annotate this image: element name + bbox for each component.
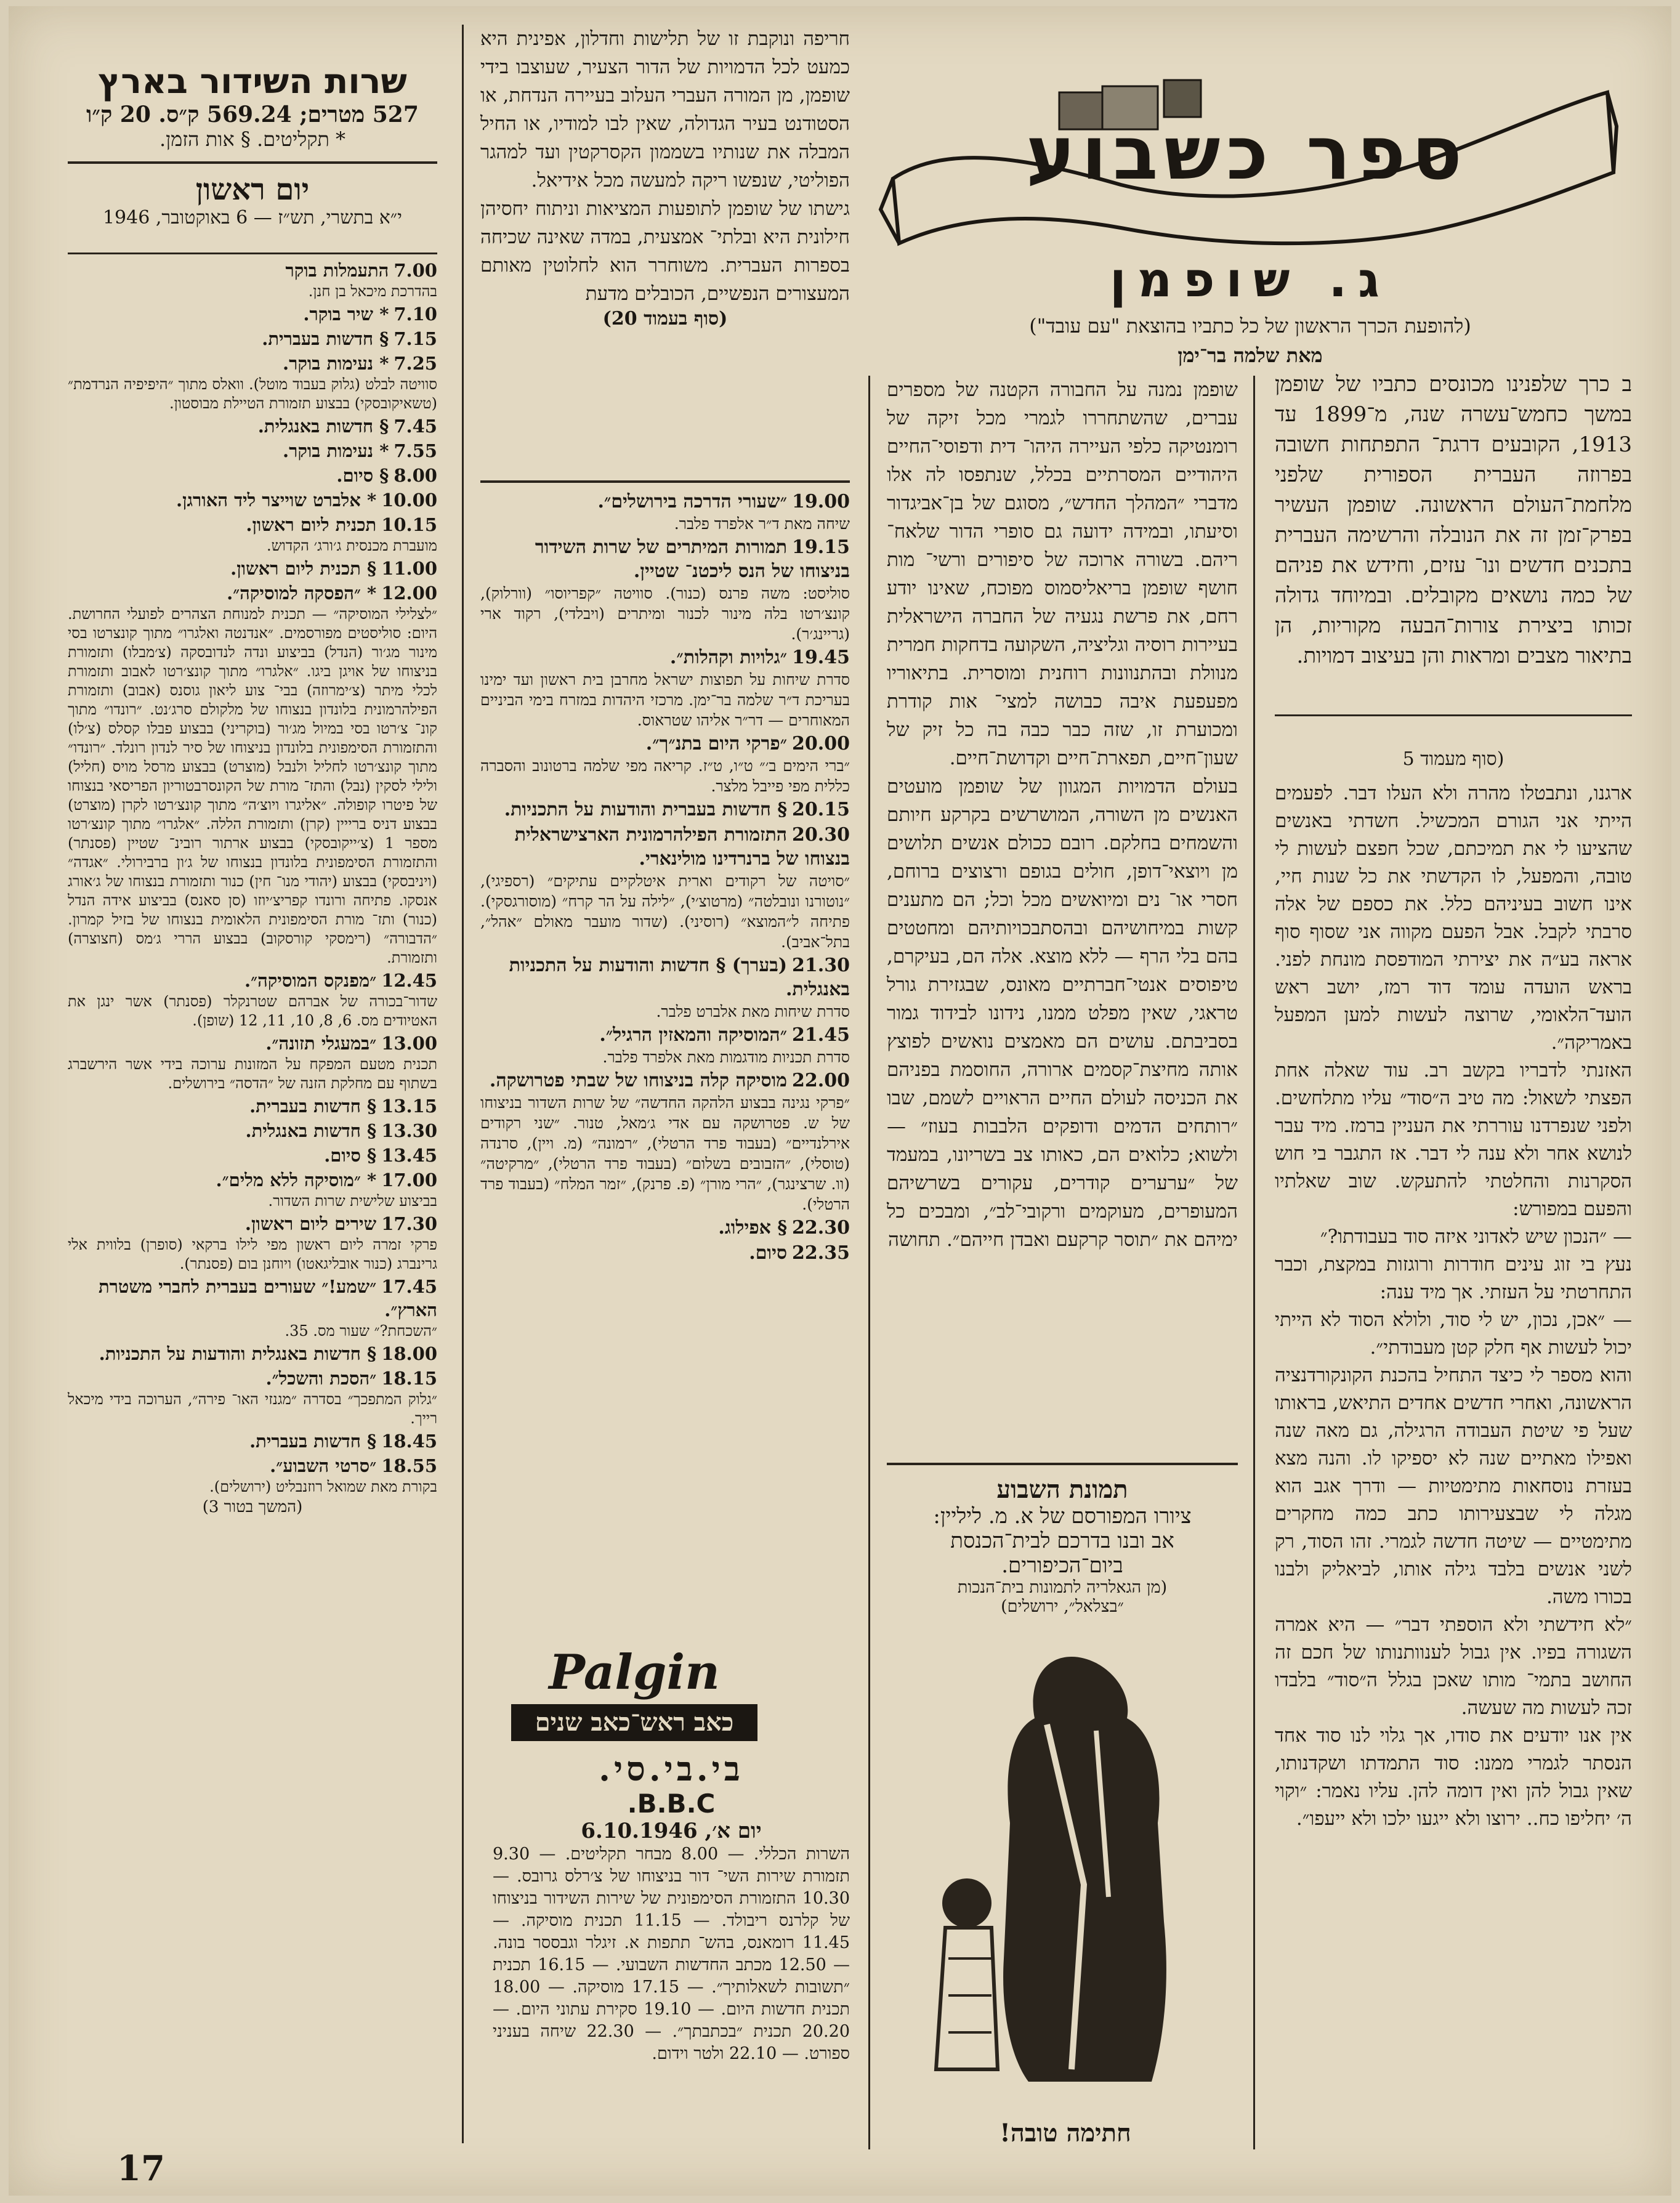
schedule-time: 13.30 — [381, 1120, 437, 1141]
schedule-item — [68, 302, 437, 326]
schedule-description: בהדרכת מיכאל בן חנן. — [308, 283, 437, 300]
schedule-program: * אלברט שוייצר ליד האורגן. — [176, 490, 377, 511]
divider — [480, 480, 850, 483]
article-paragraph: — ״אכן, נכון, יש לי סוד, ולולא הסוד לא הייתי יכול לעשות אף חלק קטן מעבודתי״. — [1275, 1309, 1632, 1359]
schedule-program: * שיר בוקר. — [303, 304, 389, 325]
schedule-time: 18.15 — [381, 1368, 437, 1389]
schedule-description: בביצוע שלישית שרות השדור. — [268, 1192, 437, 1210]
picture-caption — [887, 1475, 1238, 1616]
page-number: 17 — [117, 2148, 165, 2189]
article-paragraph: אין אנו יודעים את סודו, אך גלוי לנו סוד אחד הנסתר לגמרי ממנו: סוד התמדתו ושקדנותו, שאין גבול להן ואין דומה להן. עליו נאמר: ״וקוי ה׳ יחליפו כח.. ירוצו ולא ייגעו ילכו ולא ייעפו״. — [1275, 1724, 1632, 1830]
schedule-item — [68, 513, 437, 556]
article-column-1-continued — [1275, 748, 1632, 1833]
schedule-time: 20.30 — [792, 824, 850, 846]
schedule-item — [68, 1275, 437, 1341]
schedule-time: 7.00 — [394, 260, 437, 281]
schedule-program: התזמורת הפילהרמונית הארצישראלית בנצוחו של ברנרדינו מולינארי. — [514, 824, 850, 870]
bbc-title-he: בי.בי.סי. — [599, 1749, 744, 1789]
bbc-schedule — [493, 1749, 850, 2065]
schedule-program: (בערך) § חדשות והודעות על התכניות באנגלית. — [509, 955, 850, 1000]
schedule-program: ״שעורי הדרכה בירושלים״. — [597, 491, 788, 512]
article-source-note: (סוף מעמוד 5 — [1402, 748, 1504, 770]
schedule-time: 7.25 — [394, 353, 437, 374]
schedule-program: § חדשות בעברית. — [249, 1096, 377, 1117]
article-subhead: (להופעת הכרך הראשון של כל כתביו בהוצאת "עם עובד") — [1029, 314, 1471, 338]
article-paragraph: בעולם הדמויות המגוון של שופמן מועטים האנשים מן השורה, המושרשים בקרקע חיותם והשמחים בחלקם. רובם ככולם אנשים תלושים מן ויוצאי־דופן, חולים בגופם ורצוצים ברוחם, חסרי או־ נים ומיואשים מכל וכל; הם מתענים קשות במיחושיהם ובהסתבכויותיהם ומחטטים בהם בלי הרף — ללא מוצא. אלה הם, בעיקרם, טיפוסים אנטי־חברתיים מאונס, שבגזירת גורל טראגי, שאין מפלט ממנו, נידונו לבידוד גמור בסביבתם. עושים הם מאמצים נואשים לפוצץ אותה מחיצת־קסמים ארורה, החוסמת בפניהם את הכניסה לעולם החיים הראויים לשמם, שבו ״רותחים הדמים ודופקים הלבבות בעוז״ — ולשוא; כלואים הם, כאותו צב בשריונו, במעמד של ״ערערים קודרים, עקורים בשרשיהם המעופרים, מעוקמים ורקובי־לב״, ומבכים כל ימיהם את ״תוסר קרקעם ואבדן חייהם״. תחושה — [887, 775, 1238, 1251]
schedule-description: מועברת מכנסית ג׳ורג׳ הקדוש. — [267, 537, 437, 554]
schedule-item — [68, 1168, 437, 1211]
schedule-time: 18.55 — [381, 1455, 437, 1476]
schedule-time: 20.00 — [792, 733, 850, 754]
schedule-description: ״סויטה של רקודים וארית איטלקיים עתיקים״ (רספיגי), ״נוטורנו ונובלטה״ (מרטוצ׳י), ״לילה על הר קרח״ (מוסורגסקי). פתיחה ל״המוצא״ (רוסיני). (שדור מועבר מאולם ״אהל״, בתל־אביב). — [480, 872, 850, 951]
article-paragraph: — ״הנכון שיש לאדוני איזה סוד בעבודתו?״ — [1320, 1226, 1632, 1248]
schedule-program: תמורות המיתרים של שרות השידור בניצוחו של הנס ליכטנ־ שטיין. — [535, 536, 850, 582]
schedule-item — [68, 1429, 437, 1453]
schedule-item — [480, 645, 850, 730]
schedule-time: 17.30 — [381, 1213, 437, 1234]
schedule-continued-note: (המשך בטור 3) — [202, 1498, 303, 1516]
schedule-time: 13.15 — [381, 1096, 437, 1117]
article-paragraph: נעץ בי זוג עינים חודרות ורוגזות במקצת, וכבר התחרטתי על העזתי. אך מיד ענה: — [1275, 1253, 1632, 1303]
schedule-day-header — [68, 172, 437, 228]
schedule-description: ״לצלילי המוסיקה״ — תכנית למנוחת הצהרים לפועלי החרושת. היום: סוליסטים מפורסמים. ״אנדנטה ואלגרו״ מתוך קונצרטו בסי מינור מג׳ור (הנדל) בביצוע ונדה לנדובסקה (צ׳מבלו) ותזמורת בניצוחו של אויגן ביגו. ״אלגרו״ מתוך קונצ׳רטו לאבוב ותזמורת לכלי מיתר (צ׳ימרוזה) בבי־ צוע ליאון גוסנס (אבוב) ותזמורת הפילהרמונית בלונדון בנצוחו של מלקולם סרג׳נט. ״רונדו״ מתוך קונ־ צ׳רטו בסי במיול מג׳ור (בוקריני) בבצוע פבלו קסלס (צ׳לו) והתזמורת הסימפונית בלונדון בניצוחו של סיר לנדון רונלד. ״רונדו״ מתוך קונצ׳רטו לחליל ולנבל (מוצרט) בבצוע מרסל מויס (חליל) ולילי לסקין (נבל) והתז־ מורת של הקונסרבטוריון הפריסאי בנצוחו של פיטרו קופולה. ״אליגרו ויוצ׳ה״ מתוך קונצ׳רטו לקרן (מוצרט) בבצוע דניס ברייין (קרן) ותזמורת הללה. ״אלגרו״ מתוך קונצ׳רטו מספר 1 (צ׳ייקובסקי) בבצוע ארתור רובינ־ שטיין (פסנתר) והתזמורת הסימפונית בלונדון בנצוחו של ג׳ון ברבירולי. ״אגדה״ (ויניבסקי) בבצוע (יהודי מנו־ חין) כנור ותזמורת בנצוחו של ג׳אורג אנסקו. פתיחה ורונדו קפריצ׳יוזו (סן סאנס) בביצוע אידה הנדל (כנור) ותז־ מורת הסימפונית הלאומית בנצוחו של בזיל קמרון. ״הדבורה״ (רימסקי קורסקוב) בבצוע הררי ג׳מס (חצוצרה) ותזמורת. — [68, 605, 438, 966]
schedule-item — [480, 732, 850, 796]
schedule-program: מוסיקה קלה בניצוחו של שבתי פטרושקה. — [489, 1070, 788, 1091]
schedule-time: 21.45 — [792, 1024, 850, 1046]
schedule-description: שדור־בכורה של אברהם שטרנקלר (פסנתר) אשר ינגן את האטיודים מס. 6, 8, 10, 11, 12 (שופן). — [68, 993, 437, 1029]
schedule-time: 7.10 — [394, 304, 437, 325]
schedule-time: 17.45 — [381, 1276, 437, 1297]
schedule-item — [68, 1119, 437, 1142]
schedule-time: 22.00 — [792, 1070, 850, 1091]
schedule-program: ״הסכת והשכל״. — [265, 1368, 377, 1389]
schedule-frequency: 527 מטרים; 569.24 ק״ס. 20 ק״ו — [86, 102, 419, 127]
schedule-program: * נעימות בוקר. — [283, 353, 389, 374]
schedule-program: שירים ליום ראשון. — [244, 1213, 377, 1234]
schedule-item — [480, 953, 850, 1022]
schedule-description: תכנית מטעם המפקח על המזונות ערוכה בידי אשר הירשברג בשתוף עם מחלקת הזנה של ״הדסה״ בירושלים. — [68, 1056, 437, 1092]
article-paragraph: והוא מספר לי כיצד התחיל בהכנת הקונקורדנציה הראשונה, ואחרי חדשים אחדים התיאש, בראותו שעל פי שיטת העבודה הרגילה, גם מאה שנה ואפילו מאתיים שנה לא יספיקו לו. והנה מצא בעזרת נוסחאות מתימטיות — ודרך אגב הוא מגלה לי שבצעירותו כתב כמה מחקרים מתימטיים — שיטה חדשה לגמרי. זהו הסוד, רק לשני אנשים בלבד גילה אותו, לביאליק ולבנו בכורו משה. — [1275, 1364, 1632, 1608]
schedule-item — [480, 1241, 850, 1265]
column-rule — [462, 25, 464, 2143]
schedule-item — [68, 327, 437, 350]
picture-caption-title: תמונת השבוע — [996, 1475, 1128, 1504]
divider — [1275, 714, 1632, 716]
divider — [887, 1463, 1238, 1465]
schedule-description: סדרת שיחות מאת אלברט פלבר. — [656, 1003, 850, 1021]
schedule-item — [68, 1212, 437, 1274]
schedule-time: 22.30 — [792, 1217, 850, 1239]
schedule-time: 10.15 — [381, 514, 437, 535]
schedule-program: ״במעגלי תזונה״. — [265, 1033, 377, 1054]
schedule-program: § סיום. — [336, 465, 389, 486]
schedule-time: 10.00 — [381, 490, 437, 511]
bbc-title-en: B.B.C. — [627, 1789, 716, 1819]
article-paragraph: ב כרך שלפנינו מכונסים כתביו של שופמן במשך כחמש־עשרה שנה, מ־1899 עד 1913, הקובעים דרגת־ התפתחות חשובה בפרוזה העברית הספורית שלפני מלחמת־העולם הראשונה. שופמן העשיר בפרק־זמן זה את הנובלה והרשימה העברית בתכנים חדשים ונו־ עזים, וחידש את פניהם של כמה נושאים מקובלים. ובמיוחד גדולה זכותו ביצירת צורות־הבעה מקוריות, הן בתיאור מצבים ומראות והן בעיצוב דמויות. — [1275, 372, 1633, 668]
schedule-legend: * תקליטים. § אות הזמן. — [159, 127, 346, 151]
schedule-item — [68, 439, 437, 463]
picture-caption-line: ציורו המפורסם של א. מ. ליליין: — [933, 1504, 1192, 1529]
schedule-item — [480, 1023, 850, 1067]
schedule-item — [68, 1454, 437, 1497]
schedule-item — [480, 823, 850, 952]
schedule-program: תכנית ליום ראשון. — [246, 514, 377, 535]
schedule-time: 19.45 — [792, 647, 850, 668]
bbc-date: יום א׳, 6.10.1946 — [581, 1819, 762, 1843]
article-column-3 — [480, 25, 850, 329]
schedule-item — [68, 1144, 437, 1167]
schedule-time: 7.45 — [394, 416, 437, 437]
schedule-time: 8.00 — [394, 465, 437, 486]
schedule-program: ״סרטי השבוע״. — [270, 1455, 377, 1476]
schedule-item — [68, 1094, 437, 1118]
schedule-header — [68, 62, 437, 151]
article-paragraph: שופמן נמנה על החבורה הקטנה של מספרים עברים, שהשתחררו לגמרי מכל זיקה של רומנטיקה כלפי העיירה היהו־ דית ודפוסי־החיים היהודיים המסרתיים בכלל, שנתפסו לה אלו מדברי ״המהלך החדש״, מסוגם של בן־אביגדור וסיעתו, ובמידה ידועה גם סופרי הדור שלאח־ ריהם. בשורה ארוכה של סיפורים ורשי־ מות חושף שופמן בריאליסמוס מפוכח, שאינו יודע רחם, את פרשת נגעיה של החברה הישראלית בעיירות רוסיה וגליציה, השקועה בדחקות חמרית מנוולת ובהתנוונות רוחנית ומוסרית. בתיאוריו מפעפעת איבה כבושה למצי־ אות קודרת ומכוערת זו, שזה כבר כבה בה כל זיק של שעון־חיים, תפארת־חיים וקדושת־חיים. — [887, 379, 1238, 769]
schedule-day: יום ראשון — [195, 172, 310, 207]
schedule-description: ״ברי הימים ב׳״ ט״ו, ט״ז. קריאה מפי שלמה ברטונוב והסברה כללית מפי פייבל מלצר. — [480, 757, 850, 795]
schedule-program: § חדשות בעברית. — [249, 1431, 377, 1452]
schedule-item — [68, 557, 437, 580]
schedule-item — [480, 1216, 850, 1240]
article-byline: מאת שלמה בר־ימן — [1177, 344, 1323, 367]
schedule-time: 13.00 — [381, 1033, 437, 1054]
father-and-son-image-icon — [887, 1638, 1232, 2106]
schedule-date: י״א בתשרי, תש״ז — 6 באוקטובר, 1946 — [102, 207, 403, 228]
schedule-item — [68, 1032, 437, 1093]
ad-brand: Palgin — [549, 1644, 720, 1700]
schedule-time: 19.00 — [792, 491, 850, 512]
picture-credit: (מן הגאלריה לתמונות בית־הנכות — [957, 1578, 1168, 1597]
schedule-item — [68, 1367, 437, 1428]
schedule-program: § חדשות באנגלית. — [257, 416, 389, 437]
picture-caption-line: ביום־הכיפורים. — [1001, 1553, 1123, 1578]
schedule-program: * ״מוסיקה ללא מלים״. — [216, 1170, 377, 1190]
article-column-1 — [1275, 370, 1632, 671]
schedule-item — [68, 488, 437, 512]
schedule-description: סוויטה לבלט (גלוק בעבוד מוטל). וואלס מתוך ״היפיפיה הנרדמת״ (טשאיקובסקי) בבצוע תזמורת הטיילת מבוסטון. — [68, 376, 437, 412]
article-column-2 — [887, 376, 1238, 1254]
schedule-time: 17.00 — [381, 1170, 437, 1190]
schedule-time: 12.00 — [381, 583, 437, 604]
schedule-item — [480, 798, 850, 822]
schedule-item — [68, 581, 437, 968]
schedule-time: 22.35 — [792, 1242, 850, 1264]
article-continued-note: (סוף בעמוד 20) — [602, 308, 728, 329]
schedule-program: § אפילוג. — [718, 1217, 788, 1239]
article-paragraph: ארגנו, ונתבטלו מהרה ולא העלו דבר. לפעמים הייתי אני הגורם המכשיל. חשדתי באנשים שהציעו לי את תמיכתם, שכל חפצם לעשות לי טובה, והמפעל, לו הקדשתי את כל שנות חיי, אינו חשוב בעיניהם כלל. את כספם של אלה סרבתי לקבל. אבל הפעם מקווה אני שסוף סוף אראה בע״ה את יצירתי המודפסת מונחת לפני. בראש הועדה עומד דוד רמז, יושב ראש הועד־הלאומי, שרוצה לעשות למען המפעל באמריקה״. — [1275, 782, 1632, 1054]
schedule-program: התעמלות בוקר — [285, 260, 389, 281]
schedule-time: 12.45 — [381, 970, 437, 991]
schedule-item — [480, 490, 850, 534]
divider — [68, 253, 437, 254]
schedule-program: ״מפנקס המוסיקה״. — [244, 970, 377, 991]
greeting-text: חתימה טובה! — [1000, 2119, 1131, 2148]
schedule-description: שיחה מאת ד״ר אלפרד פלבר. — [674, 515, 850, 533]
article-paragraph: חריפה ונוקבת זו של תלישות וחדלון, אפינית היא כמעט לכל הדמויות של הדור הצעיר, שעוצבו בידי שופמן, מן המורה העברי העלוב בעיירה הנדחת, או הסטודנט בעיר הגדולה, שאין לבו למודיו, או החיל המבלה את שנותיו בשממון הקסרקטין ועד למהגר הפוליטי, שנפשו ריקה למעשה מכל אידיאל. — [480, 28, 850, 192]
schedule-column-3 — [480, 490, 850, 1266]
schedule-program: ״גלויות וקהלות״. — [669, 647, 788, 668]
greeting — [899, 2119, 1232, 2148]
schedule-item — [480, 1069, 850, 1215]
schedule-item — [68, 464, 437, 487]
schedule-list — [68, 259, 437, 1516]
schedule-program: § תכנית ליום ראשון. — [230, 558, 377, 579]
schedule-description: ״השכחת?״ שעור מס. 35. — [285, 1322, 437, 1340]
article-paragraph: גישתו של שופמן לתופעות המציאות וניתוח יחסיהן חילונית היא ובלתי־ אמצעית, במדה שאינה שכיחה בספרות העברית. משוחרר הוא לחלוטין מאותם המעצורים הנפשיים, הכובלים מדעת — [480, 198, 850, 305]
picture-credit: ״בצלאל״, ירושלים) — [1001, 1597, 1124, 1616]
column-banner — [874, 68, 1620, 253]
schedule-program: § חדשות באנגלית. — [245, 1120, 377, 1141]
article-paragraph: ״לא חידשתי ולא הוספתי דבר״ — היא אמרה השגורה בפיו. אין גבול לענוותנותו של חכם זה החושב בתמי־ מותו שאכן בגלל ה״סוד״ בלבדו זכה לעשות מה שעשה. — [1275, 1614, 1632, 1719]
schedule-item — [68, 1342, 437, 1365]
schedule-program: § חדשות באנגלית והודעות על התכניות. — [99, 1343, 377, 1364]
schedule-item — [68, 352, 437, 413]
schedule-time: 7.55 — [394, 440, 437, 461]
schedule-description: בקורת מאת שמואל רוזנבליט (ירושלים). — [209, 1478, 437, 1495]
schedule-program: § חדשות בעברית. — [262, 328, 389, 349]
schedule-program: ״המוסיקה והמאזין הרגיל״. — [599, 1024, 788, 1046]
schedule-program: ״שמע!״ שעורים בעברית לחברי משטרת הארץ״. — [98, 1276, 437, 1320]
schedule-time: 7.15 — [394, 328, 437, 349]
schedule-time: 11.00 — [381, 558, 437, 579]
banner-title: ספר כשבוע — [1026, 111, 1468, 196]
schedule-description: ״פרקי נגינה בבצוע הלהקה החדשה״ של שרות השדור בניצוחו של ש. פטרושקה עם אדי ג׳מאל, טנור. ״שני רקודים אירלנדיים״ (בעבוד פרד הרטלי), ״רמונה״ (מ. ויין), סרנדה (טוסלי), ״הזבובים בשלום״ (בעבוד פרד הרטלי), ״מרקיטה״ (וו. שרצינגר), ״הרי מורן״ (פ. פרנק), ״זמר המלח״ (בעבוד פרד הרטלי). — [480, 1094, 850, 1213]
schedule-item — [480, 535, 850, 644]
schedule-description: סוליסט: משה פרנס (כנור). סוויטה ״קפריוסו״ (וורלוק), קונצ׳רטו בלה מינור לכנור ומיתרים (ויבלדי), רקוד ארי (גריינג׳ר). — [480, 584, 850, 643]
schedule-program: § סיום. — [324, 1145, 377, 1166]
schedule-description: פרקי זמרה ליום ראשון מפי לילו ברקאי (סופרן) בלווית אלי גרינברג (כנור אובליגאטו) ויוחנן בום (פסנתר). — [68, 1236, 437, 1272]
schedule-item — [68, 259, 437, 301]
schedule-time: 13.45 — [381, 1145, 437, 1166]
lilien-illustration — [887, 1638, 1232, 2106]
schedule-time: 18.00 — [381, 1343, 437, 1364]
schedule-description: סדרת תכניות מודגמות מאת אלפרד פלבר. — [602, 1048, 850, 1066]
schedule-description: סדרת שיחות על תפוצות ישראל מחרבן בית ראשון ועד ימינו בעריכת ד״ר שלמה בר־ימן. מרכזי היהדות במזרח בימי הביניים המאוחרים — דר״ר אליהו שטראוס. — [480, 671, 850, 729]
schedule-program: ״פרקי היום בתנ״ך״. — [645, 733, 788, 754]
article-headline: ג. שופמן — [1109, 253, 1391, 308]
palgin-ad — [511, 1644, 757, 1741]
column-rule — [868, 376, 870, 2149]
schedule-program: סיום. — [749, 1242, 788, 1264]
schedule-time: 20.15 — [792, 799, 850, 820]
schedule-time: 21.30 — [792, 955, 850, 976]
schedule-description: ״גלוק המתפכך״ בסדרה ״מגנזי האו־ פירה״, הערוכה בידי מיכאל רייך. — [68, 1391, 437, 1427]
bbc-text: השרות הכללי. — 8.00 מבחר תקליטים. — 9.30 תזמורת שירות השי־ דור בניצוחו של צ׳רלס גרובס. — 10.30 התזמורת הסימפונית של שירות השידור בניצוחו של קלרנס ריבולד. — 11.15 תכנית מוסיקה. — 11.45 רומאנס, בהש־ תתפות א. זיגלר וגבססר בונה. — 12.50 מכתב החדשות השבועי. — 16.15 תכנית ״תשובות לשאלותיך״. — 17.15 מוסיקה. — 18.00 תכנית חדשות היום. — 19.10 סקירת עתוני היום. — 20.20 תכנית ״בכתבתך״. — 22.30 שיחה בעניני ספורט. — 22.10 ולטר וידום. — [493, 1845, 850, 2063]
schedule-item — [68, 414, 437, 438]
schedule-program: * ״הפסקה למוסיקה״. — [227, 583, 377, 604]
schedule-program: § חדשות בעברית והודעות על התכניות. — [504, 799, 788, 820]
schedule-time: 18.45 — [381, 1431, 437, 1452]
schedule-program: * נעימות בוקר. — [283, 440, 389, 461]
divider — [68, 161, 437, 164]
article-paragraph: האזנתי לדבריו בקשב רב. עוד שאלה אחת הפצתי לשאול: מה טיב ה״סוד״ עליו מתלחשים. ולפני שנפרדנו עוררתי את העניין ברמז. מיד עבר לנושא אחר ולא ענה לי דבר. אז התגבר בי חוש הסקרנות והחלטתי להתעקש. שוב שאלתיו והפעם במפורש: — [1275, 1059, 1632, 1220]
column-rule — [1253, 376, 1255, 2149]
ad-slogan: כאב ראש־כאב שנים — [511, 1704, 757, 1741]
schedule-item — [68, 969, 437, 1030]
picture-caption-line: אב ובנו בדרכם לבית־הכנסת — [950, 1529, 1174, 1553]
schedule-title: שרות השידור בארץ — [98, 62, 407, 102]
schedule-time: 19.15 — [792, 536, 850, 558]
